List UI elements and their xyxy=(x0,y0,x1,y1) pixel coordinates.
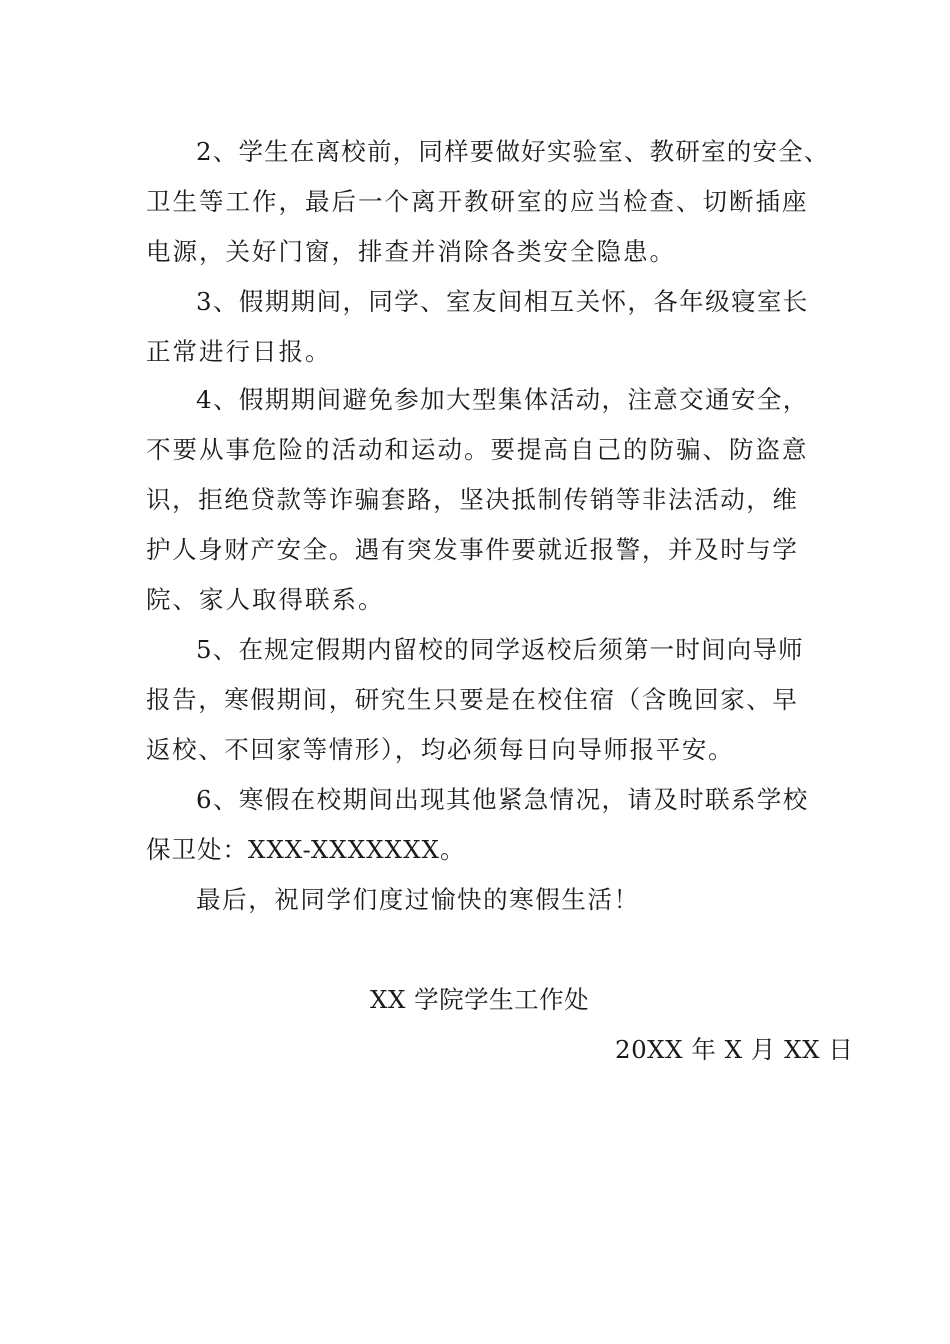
paragraph-2-line-1: 2、学生在离校前，同样要做好实验室、教研室的安全、 xyxy=(196,137,830,166)
paragraph-6-line-2: 保卫处：XXX-XXXXXXX。 xyxy=(146,835,466,864)
paragraph-3-line-2: 正常进行日报。 xyxy=(146,337,332,366)
signature-organization: XX 学院学生工作处 xyxy=(370,985,590,1014)
signature-date: 20XX 年 X 月 XX 日 xyxy=(615,1035,854,1064)
paragraph-2-line-2: 卫生等工作，最后一个离开教研室的应当检查、切断插座 xyxy=(146,187,809,216)
paragraph-4-line-4: 护人身财产安全。遇有突发事件要就近报警，并及时与学 xyxy=(146,535,799,564)
paragraph-4-line-1: 4、假期期间避免参加大型集体活动，注意交通安全， xyxy=(196,385,809,414)
paragraph-4-line-2: 不要从事危险的活动和运动。要提高自己的防骗、防盗意 xyxy=(146,435,809,464)
paragraph-4-line-3: 识，拒绝贷款等诈骗套路，坚决抵制传销等非法活动，维 xyxy=(146,485,799,514)
paragraph-5-line-3: 返校、不回家等情形），均必须每日向导师报平安。 xyxy=(146,735,735,764)
paragraph-6-line-1: 6、寒假在校期间出现其他紧急情况，请及时联系学校 xyxy=(196,785,809,814)
paragraph-5-line-1: 5、在规定假期内留校的同学返校后须第一时间向导师 xyxy=(196,635,804,664)
paragraph-4-line-5: 院、家人取得联系。 xyxy=(146,585,385,614)
paragraph-3-line-1: 3、假期期间，同学、室友间相互关怀，各年级寝室长 xyxy=(196,287,809,316)
paragraph-2-line-3: 电源，关好门窗，排查并消除各类安全隐患。 xyxy=(146,237,676,266)
closing-line: 最后，祝同学们度过愉快的寒假生活！ xyxy=(196,885,640,914)
paragraph-5-line-2: 报告，寒假期间，研究生只要是在校住宿（含晚回家、早 xyxy=(146,685,799,714)
